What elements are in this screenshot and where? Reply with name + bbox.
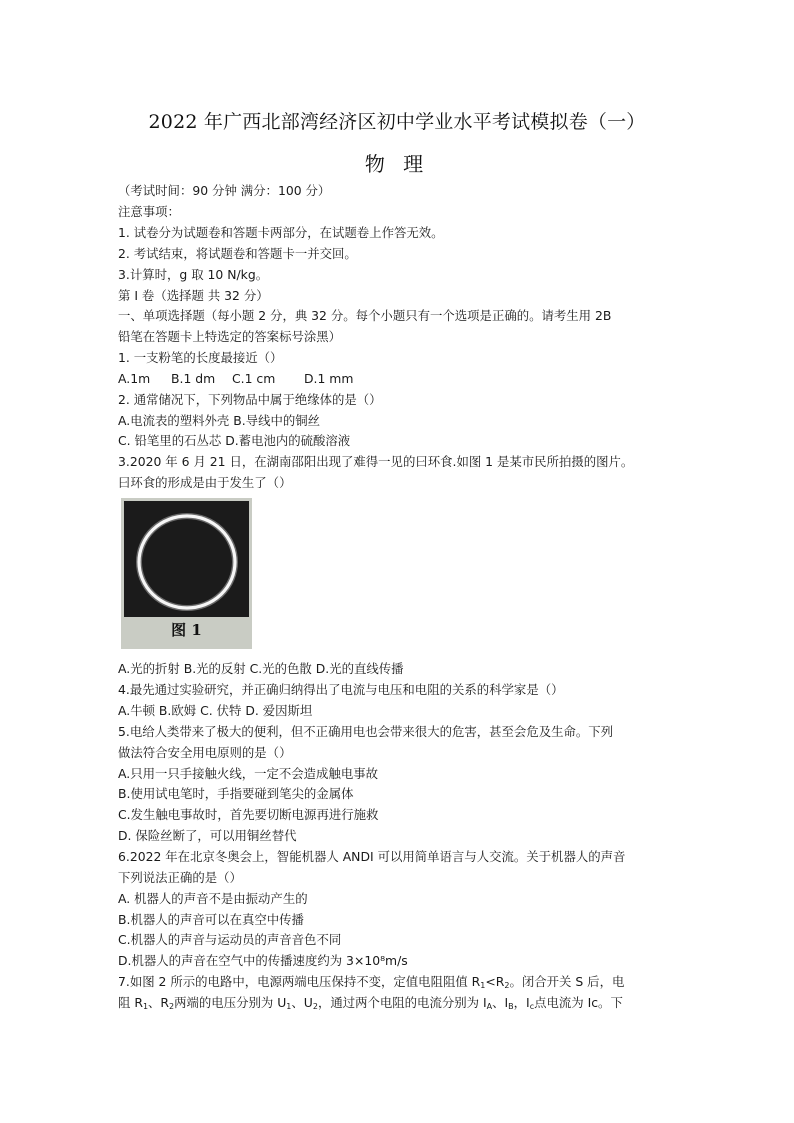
q4-options: A.牛顿 B.欧姆 C. 伏特 D. 爱因斯坦	[118, 703, 313, 718]
q7-l2-sub7: c	[529, 1002, 535, 1011]
q7-l1-c: 。闭合开关 S 后，电	[509, 974, 625, 989]
q2-options-line1: A.电流表的塑料外壳 B.导线中的铜丝	[118, 413, 321, 428]
q7-l2-a: 阻 R	[118, 995, 143, 1010]
section1-line1: 一、单项选择题（每小题 2 分，典 32 分。每个小题只有一个选项是正确的。请考生用 2B	[118, 308, 612, 323]
notice-heading: 注意事项：	[118, 204, 180, 219]
q7-l2-f: 、I	[492, 995, 509, 1010]
q7-l2-e: ，通过两个电阻的电流分别为 I	[317, 995, 487, 1010]
q1-option-a: A.1m	[118, 371, 151, 386]
q6-option-c: C.机器人的声音与运动员的声音音色不同	[118, 932, 342, 947]
part1-heading: 第 I 卷（选择题 共 32 分）	[118, 288, 269, 303]
q7-l2-sub4: 2	[312, 1002, 318, 1011]
q6-line2: 下列说法正确的是（）	[118, 870, 242, 885]
figure-1-annular-eclipse	[121, 498, 252, 649]
q5-option-c: C.发生触电事故时，首先要切断电源再进行施救	[118, 807, 379, 822]
q1-options	[118, 370, 688, 388]
q5-line2: 做法符合安全用电原则的是（）	[118, 745, 292, 760]
q6-option-a: A. 机器人的声音不是由振动产生的	[118, 891, 308, 906]
q7-l1-sub2: 2	[504, 981, 510, 990]
exam-title: 2022 年广西北部湾经济区初中学业水平考试模拟卷（一）	[148, 111, 646, 133]
q5-option-a: A.只用一只手接触火线，一定不会造成触电事故	[118, 766, 379, 781]
q7-l1-b: <R	[485, 974, 505, 989]
figure-1-caption: 图 1	[171, 621, 202, 639]
q7-l1-sub1: 1	[480, 981, 486, 990]
q7-l2-sub3: 1	[286, 1002, 292, 1011]
eclipse-ring-icon	[124, 501, 249, 617]
q7-l2-sub1: 1	[142, 1002, 149, 1011]
notice-2: 2. 考试结束，将试题卷和答题卡一并交回。	[118, 246, 357, 261]
q7-l2-c: 两端的电压分别为 U	[174, 995, 287, 1010]
q6-option-b: B.机器人的声音可以在真空中传播	[118, 912, 304, 927]
q7-l2-d: 、U	[291, 995, 313, 1010]
q7-l2-sub2: 2	[169, 1002, 175, 1011]
q6-option-d: D.机器人的声音在空气中的传播速度约为 3×10⁸m/s	[118, 953, 408, 968]
q7-line1	[118, 973, 693, 995]
q3-line2: 曰环食的形成是由于发生了（）	[118, 475, 292, 490]
q3-options: A.光的折射 B.光的反射 C.光的色散 D.光的直线传播	[118, 661, 404, 676]
q2-options-line2: C. 铅笔里的石丛芯 D.蓄电池内的硫酸溶液	[118, 433, 351, 448]
q7-l2-g: ，I	[513, 995, 530, 1010]
q1-stem: 1. 一支粉笔的长度最接近（）	[118, 350, 283, 365]
q1-option-c: C.1 cm	[232, 371, 276, 386]
notice-1: 1. 试卷分为试题卷和答题卡两部分，在试题卷上作答无效。	[118, 225, 444, 240]
q5-line1: 5.电给人类带来了极大的便利，但不正确用电也会带来很大的危害，甚至会危及生命。下列	[118, 724, 614, 739]
section1-line2: 铅笔在答题卡上特选定的答案标号涂黑）	[118, 329, 342, 344]
q1-option-b: B.1 dm	[171, 371, 216, 386]
q7-line2	[118, 994, 693, 1016]
q1-option-d: D.1 mm	[304, 371, 354, 386]
q3-line1: 3.2020 年 6 月 21 日，在湖南邵阳出现了难得一见的曰环食.如图 1 是某市民所拍摄的图片。	[118, 454, 634, 469]
q5-option-d: D. 保险丝断了，可以用铜丝替代	[118, 828, 297, 843]
subject-title: 物 理	[364, 152, 430, 176]
q7-l2-b: 、R	[148, 995, 170, 1010]
q7-l2-sub5: A	[486, 1002, 493, 1011]
q7-l1-a: 7.如图 2 所示的电路中，电源两端电压保持不变，定值电阻阻值 R	[118, 974, 481, 989]
q6-line1: 6.2022 年在北京冬奥会上，智能机器人 ANDI 可以用简单语言与人交流。关于机器人的声音	[118, 849, 626, 864]
q5-option-b: B.使用试电笔时，手指要碰到笔尖的金属体	[118, 786, 354, 801]
q7-l2-h: 点电流为 Ic。下	[534, 995, 623, 1010]
exam-info: （考试时间：90 分钟 满分：100 分）	[118, 183, 331, 198]
q2-stem: 2. 通常储况下，下列物品中属于绝缘体的是（）	[118, 392, 382, 407]
q4-stem: 4.最先通过实验研究，并正确归纳得出了电流与电压和电阻的关系的科学家是（）	[118, 682, 564, 697]
q7-l2-sub6: B	[508, 1002, 514, 1011]
notice-3: 3.计算时，g 取 10 N/kg。	[118, 267, 269, 282]
